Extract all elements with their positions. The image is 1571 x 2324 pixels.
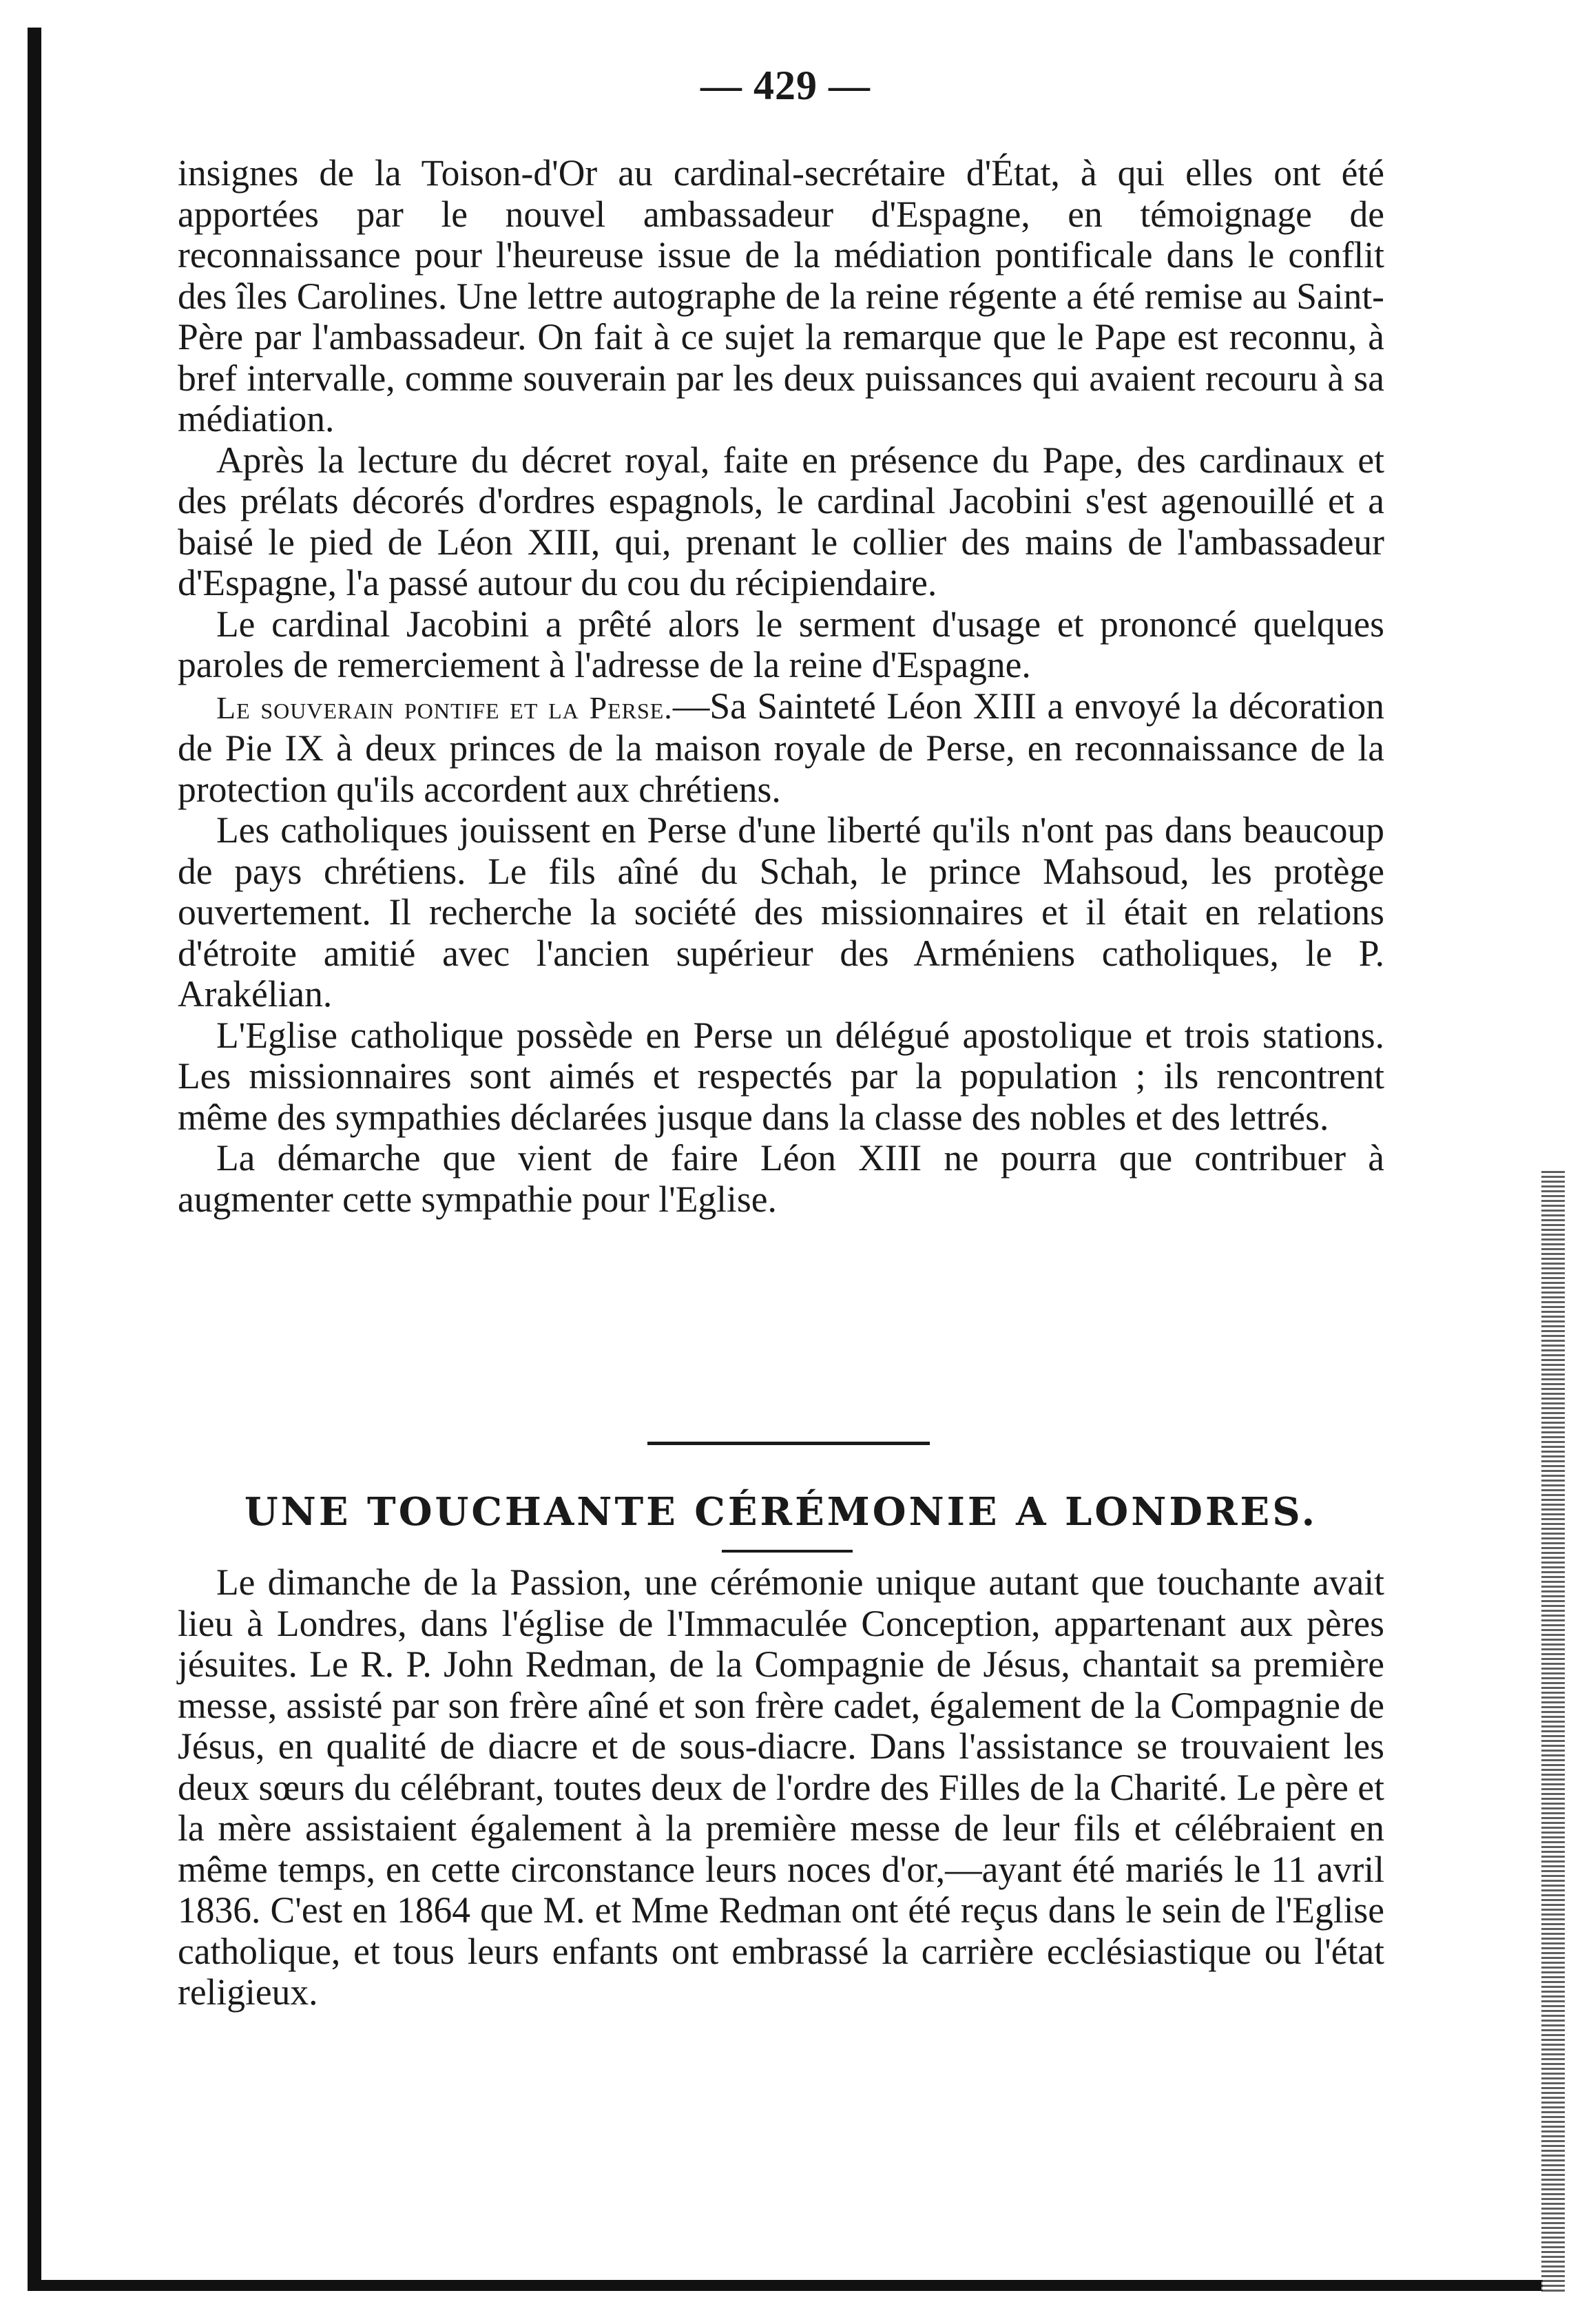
section-divider-bottom (722, 1550, 853, 1553)
article-bottom-text (178, 1562, 1384, 2013)
section-title: UNE TOUCHANTE CÉRÉMONIE A LONDRES. (244, 1489, 1318, 1535)
paragraph: Le dimanche de la Passion, une cérémonie unique autant que touchante avait lieu à Londres, dans l'église de l'Immaculée Conception, appartenant aux pères jésuites. Le R. P. John Redman, de la Compagnie de Jésus, chantait sa première messe, assisté par son frère aîné et son frère cadet, également de la Compagnie de Jésus, en qualité de diacre et de sous-diacre. Dans l'assistance se trouvaient les deux sœurs du célébrant, toutes deux de l'ordre des Filles de la Charité. Le père et la mère assistaient également à la première messe de leur fils et célébraient en même temps, en cette circonstance leurs noces d'or,—ayant été mariés le 11 avril 1836. C'est en 1864 que M. et Mme Redman ont été reçus dans le sein de l'Eglise catholique, et tous leurs enfants ont embrassé la carrière ecclésiastique ou l'état religieux. (178, 1562, 1384, 2013)
paragraph: Le cardinal Jacobini a prêté alors le serment d'usage et prononcé quelques paroles de remerciement à l'adresse de la reine d'Espagne. (178, 603, 1384, 685)
paragraph-heading: Le souverain pontife et la Perse. (216, 689, 673, 725)
page-right-edge (1541, 1171, 1565, 2294)
paragraph: La démarche que vient de faire Léon XIII ne pourra que contribuer à augmenter cette sympathie pour l'Eglise. (178, 1137, 1384, 1220)
paragraph-body: —Sa Sainteté Léon XIII a envoyé la décoration de Pie IX à deux princes de la maison royale de Perse, en reconnaissance de la protection qu'ils accordent aux chrétiens. (178, 685, 1384, 810)
page-bottom-border (28, 2280, 1543, 2291)
page-left-border (28, 28, 41, 2280)
paragraph (178, 686, 1384, 811)
page-number: — 429 — (700, 63, 871, 108)
article-top-text (178, 153, 1384, 1220)
paragraph: Les catholiques jouissent en Perse d'une liberté qu'ils n'ont pas dans beaucoup de pays chrétiens. Le fils aîné du Schah, le prince Mahsoud, les protège ouvertement. Il recherche la société des missionnaires et il était en relations d'étroite amitié avec l'ancien supérieur des Arméniens catholiques, le P. Arakélian. (178, 809, 1384, 1015)
section-divider-top (647, 1442, 930, 1445)
paragraph: insignes de la Toison-d'Or au cardinal-secrétaire d'État, à qui elles ont été apportées par le nouvel ambassadeur d'Espagne, en témoignage de reconnaissance pour l'heureuse issue de la médiation pontificale dans le conflit des îles Carolines. Une lettre autographe de la reine régente a été remise au Saint-Père par l'ambassadeur. On fait à ce sujet la remarque que le Pape est reconnu, à bref intervalle, comme souverain par les deux puissances qui avaient recouru à sa médiation. (178, 152, 1384, 439)
paragraph: Après la lecture du décret royal, faite en présence du Pape, des cardinaux et des prélats décorés d'ordres espagnols, le cardinal Jacobini s'est agenouillé et a baisé le pied de Léon XIII, qui, prenant le collier des mains de l'ambassadeur d'Espagne, l'a passé autour du cou du récipiendaire. (178, 439, 1384, 603)
paragraph: L'Eglise catholique possède en Perse un délégué apostolique et trois stations. Les missionnaires sont aimés et respectés par la population ; ils rencontrent même des sympathies déclarées jusque dans la classe des nobles et des lettrés. (178, 1014, 1384, 1138)
